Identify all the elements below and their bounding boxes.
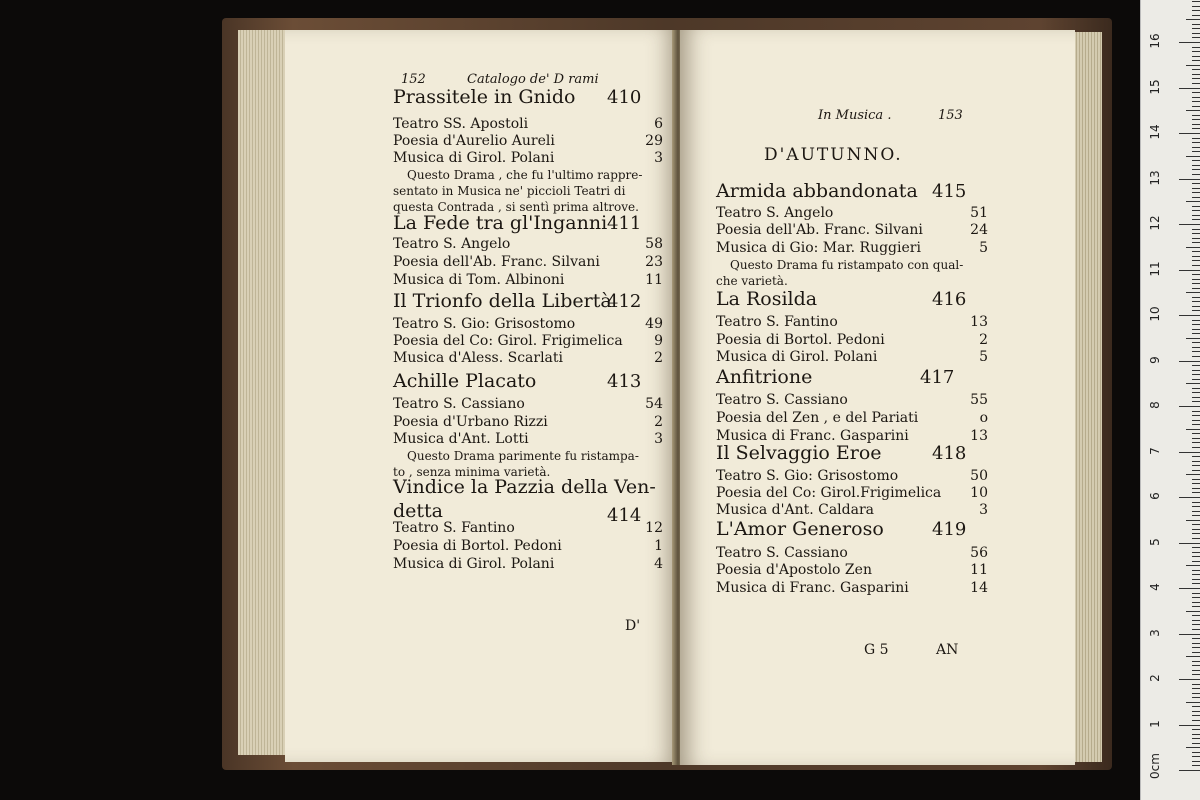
ruler-tick — [1192, 524, 1200, 525]
entry-note: Questo Drama fu ristampato con qual- che varietà. — [716, 258, 964, 288]
ruler-tick — [1192, 370, 1200, 371]
ruler-label: 14 — [1148, 124, 1162, 140]
entry-detail-number: 55 — [970, 392, 988, 408]
ruler-tick — [1192, 661, 1200, 662]
ruler-tick — [1192, 206, 1200, 207]
entry-detail-line: Musica di Girol. Polani — [716, 349, 878, 365]
entry-number: 411 — [607, 213, 642, 234]
ruler-tick — [1192, 297, 1200, 298]
ruler-tick — [1186, 19, 1200, 20]
entry-detail-line: Teatro S. Fantino — [716, 314, 838, 330]
entry-detail-number: 54 — [645, 396, 663, 412]
ruler-tick — [1192, 24, 1200, 25]
ruler-tick — [1192, 492, 1200, 493]
ruler-label: 3 — [1148, 628, 1162, 637]
ruler-tick — [1192, 547, 1200, 548]
ruler-tick — [1192, 138, 1200, 139]
entry-title: Vindice la Pazzia della Ven- — [393, 476, 656, 498]
ruler-tick — [1192, 424, 1200, 425]
entry-title: Armida abbandonata — [716, 180, 918, 202]
ruler-tick — [1192, 765, 1200, 766]
ruler-tick — [1192, 347, 1200, 348]
ruler-tick — [1186, 474, 1200, 475]
ruler-tick — [1192, 210, 1200, 211]
ruler-tick — [1192, 743, 1200, 744]
ruler-tick — [1192, 379, 1200, 380]
ruler-tick — [1192, 606, 1200, 607]
ruler-tick — [1192, 160, 1200, 161]
entry-detail-line: Poesia del Co: Girol.Frigimelica — [716, 485, 942, 501]
ruler-tick — [1192, 306, 1200, 307]
ruler-tick — [1192, 37, 1200, 38]
ruler-tick — [1192, 142, 1200, 143]
ruler-tick — [1192, 401, 1200, 402]
ruler-tick — [1179, 88, 1200, 89]
ruler-tick — [1192, 324, 1200, 325]
entry-number: 412 — [607, 291, 642, 312]
entry-detail-number: 3 — [654, 150, 663, 166]
ruler-tick — [1192, 51, 1200, 52]
ruler-tick — [1192, 597, 1200, 598]
ruler-tick — [1192, 365, 1200, 366]
running-head: In Musica . — [818, 108, 892, 123]
ruler-label: 1 — [1148, 719, 1162, 728]
entry-detail-line: Poesia del Co: Girol. Frigimelica — [393, 333, 623, 349]
ruler-label: 13 — [1148, 169, 1162, 186]
ruler-tick — [1186, 338, 1200, 339]
entry-number: 416 — [932, 289, 967, 310]
ruler-tick — [1192, 420, 1200, 421]
entry-detail-number: 13 — [970, 428, 988, 444]
ruler-tick — [1179, 270, 1200, 271]
ruler-tick — [1192, 483, 1200, 484]
entry-detail-line: Musica d'Aless. Scarlati — [393, 350, 564, 366]
ruler-tick — [1186, 383, 1200, 384]
ruler-tick — [1192, 752, 1200, 753]
entry-detail-number: 56 — [970, 545, 988, 561]
ruler-tick — [1192, 279, 1200, 280]
entry-detail-line: Poesia di Bortol. Pedoni — [393, 538, 562, 554]
entry-detail-number: 2 — [654, 414, 663, 430]
ruler-tick — [1192, 392, 1200, 393]
ruler-tick — [1192, 438, 1200, 439]
ruler-tick — [1192, 583, 1200, 584]
ruler-tick — [1192, 693, 1200, 694]
ruler-tick — [1192, 615, 1200, 616]
ruler-tick — [1192, 442, 1200, 443]
page-number: 153 — [938, 108, 963, 123]
entry-detail-line: Musica di Gio: Mar. Ruggieri — [716, 240, 921, 256]
ruler-tick — [1186, 110, 1200, 111]
ruler-tick — [1192, 233, 1200, 234]
ruler-tick — [1192, 433, 1200, 434]
ruler-tick — [1192, 579, 1200, 580]
ruler-tick — [1179, 406, 1200, 407]
ruler-tick — [1192, 69, 1200, 70]
entry-note: Questo Drama , che fu l'ultimo rappre- sentato in Musica ne' piccioli Teatri di questa Contrada , si sentì prima altrove. — [393, 168, 643, 214]
ruler-tick — [1192, 638, 1200, 639]
ruler-tick — [1192, 128, 1200, 129]
ruler-tick — [1179, 42, 1200, 43]
entry-detail-line: Poesia d'Aurelio Aureli — [393, 133, 555, 149]
ruler-tick — [1192, 738, 1200, 739]
page-edges-left — [238, 30, 290, 755]
ruler-tick — [1192, 533, 1200, 534]
ruler-tick — [1179, 452, 1200, 453]
ruler-tick — [1192, 511, 1200, 512]
ruler-tick — [1192, 506, 1200, 507]
ruler-tick — [1179, 725, 1200, 726]
ruler-tick — [1192, 215, 1200, 216]
entry-title: L'Amor Generoso — [716, 518, 884, 540]
entry-detail-number: 3 — [979, 502, 988, 518]
ruler-label: 8 — [1148, 401, 1162, 409]
ruler-tick — [1192, 674, 1200, 675]
ruler-tick — [1192, 624, 1200, 625]
entry-number: 410 — [607, 87, 642, 108]
ruler-tick — [1192, 465, 1200, 466]
ruler-tick — [1192, 756, 1200, 757]
entry-title: Anfitrione — [716, 366, 813, 388]
entry-detail-line: Teatro S. Cassiano — [716, 392, 848, 408]
entry-detail-line: Poesia dell'Ab. Franc. Silvani — [393, 254, 600, 270]
entry-title: La Fede tra gl'Inganni — [393, 212, 608, 234]
ruler-tick — [1179, 133, 1200, 134]
ruler-tick — [1192, 665, 1200, 666]
ruler-tick — [1179, 315, 1200, 316]
ruler-tick — [1186, 611, 1200, 612]
entry-detail-line: Musica di Tom. Albinoni — [393, 272, 565, 288]
ruler-tick — [1192, 265, 1200, 266]
ruler-tick — [1192, 647, 1200, 648]
entry-detail-line: Teatro S. Angelo — [716, 205, 834, 221]
ruler-tick — [1186, 156, 1200, 157]
entry-number: 415 — [932, 181, 967, 202]
ruler-tick — [1179, 679, 1200, 680]
ruler-tick — [1192, 706, 1200, 707]
ruler-tick — [1179, 361, 1200, 362]
ruler-tick — [1192, 529, 1200, 530]
entry-title: Achille Placato — [393, 370, 537, 392]
entry-detail-number: 11 — [970, 562, 988, 578]
left-page — [285, 30, 677, 762]
entry-detail-number: 2 — [654, 350, 663, 366]
ruler-tick — [1192, 411, 1200, 412]
ruler-label: 10 — [1148, 306, 1162, 322]
ruler-label: 2 — [1148, 674, 1162, 682]
ruler-tick — [1192, 715, 1200, 716]
ruler-tick — [1186, 565, 1200, 566]
ruler-tick — [1186, 429, 1200, 430]
ruler-tick — [1192, 697, 1200, 698]
entry-detail-number: 13 — [970, 314, 988, 330]
entry-detail-number: 58 — [645, 236, 663, 252]
entry-number: 418 — [932, 443, 967, 464]
entry-detail-line: Musica di Girol. Polani — [393, 556, 555, 572]
ruler-tick — [1192, 310, 1200, 311]
ruler-tick — [1179, 634, 1200, 635]
ruler-tick — [1192, 251, 1200, 252]
ruler-tick — [1192, 74, 1200, 75]
ruler-tick — [1192, 47, 1200, 48]
ruler-tick — [1179, 224, 1200, 225]
ruler-tick — [1192, 60, 1200, 61]
entry-detail-number: 12 — [645, 520, 663, 536]
entry-detail-number: 11 — [645, 272, 663, 288]
ruler-tick — [1192, 761, 1200, 762]
ruler-tick — [1192, 374, 1200, 375]
ruler-tick — [1192, 288, 1200, 289]
ruler-tick — [1192, 502, 1200, 503]
entry-detail-number: 3 — [654, 431, 663, 447]
ruler-tick — [1192, 183, 1200, 184]
ruler-tick — [1192, 188, 1200, 189]
ruler-tick — [1192, 333, 1200, 334]
entry-detail-number: 4 — [654, 556, 663, 572]
ruler-label: 9 — [1148, 355, 1162, 364]
entry-number: 419 — [932, 519, 967, 540]
ruler-tick — [1192, 192, 1200, 193]
ruler-tick — [1192, 447, 1200, 448]
ruler-tick — [1179, 179, 1200, 180]
ruler-tick — [1192, 256, 1200, 257]
ruler-tick — [1192, 329, 1200, 330]
entry-detail-number: 24 — [970, 222, 988, 238]
ruler-tick — [1192, 169, 1200, 170]
entry-detail-number: 23 — [645, 254, 663, 270]
entry-detail-line: Teatro S. Fantino — [393, 520, 515, 536]
ruler-tick — [1192, 620, 1200, 621]
entry-detail-line: Teatro S. Gio: Grisostomo — [393, 316, 576, 332]
entry-detail-line: Poesia del Zen , e del Pariati — [716, 410, 919, 426]
catchword: AN — [936, 642, 959, 658]
ruler-tick — [1192, 470, 1200, 471]
entry-detail-number: 51 — [970, 205, 988, 221]
ruler-tick — [1192, 351, 1200, 352]
ruler-tick — [1186, 656, 1200, 657]
page-number: 152 — [401, 72, 426, 87]
ruler-tick — [1192, 260, 1200, 261]
entry-detail-number: 29 — [645, 133, 663, 149]
ruler-tick — [1192, 106, 1200, 107]
ruler-tick — [1192, 119, 1200, 120]
ruler-tick — [1192, 652, 1200, 653]
entry-detail-line: Poesia di Bortol. Pedoni — [716, 332, 885, 348]
ruler-tick — [1179, 770, 1200, 771]
ruler-tick — [1192, 78, 1200, 79]
entry-detail-line: Poesia d'Apostolo Zen — [716, 562, 872, 578]
entry-detail-number: 5 — [979, 349, 988, 365]
entry-detail-line: Musica d'Ant. Lotti — [393, 431, 529, 447]
ruler-tick — [1192, 602, 1200, 603]
entry-title: La Rosilda — [716, 288, 818, 310]
ruler-tick — [1192, 688, 1200, 689]
entry-detail-line: Teatro SS. Apostoli — [393, 116, 529, 132]
entry-detail-line: Teatro S. Gio: Grisostomo — [716, 468, 899, 484]
ruler-tick — [1186, 65, 1200, 66]
right-page — [680, 30, 1075, 765]
ruler-tick — [1186, 520, 1200, 521]
entry-title: Il Selvaggio Eroe — [716, 442, 882, 464]
ruler-tick — [1192, 83, 1200, 84]
ruler-tick — [1192, 174, 1200, 175]
entry-detail-line: Teatro S. Cassiano — [393, 396, 525, 412]
entry-detail-number: 5 — [979, 240, 988, 256]
ruler-tick — [1192, 320, 1200, 321]
entry-detail-line: Poesia d'Urbano Rizzi — [393, 414, 548, 430]
ruler-tick — [1192, 684, 1200, 685]
ruler-tick — [1192, 124, 1200, 125]
ruler-tick — [1192, 242, 1200, 243]
ruler-tick — [1192, 515, 1200, 516]
ruler-tick — [1192, 1, 1200, 2]
entry-detail-number: o — [979, 410, 988, 426]
ruler-tick — [1192, 28, 1200, 29]
entry-number: 414 — [607, 505, 642, 526]
ruler-tick — [1192, 643, 1200, 644]
entry-detail-number: 50 — [970, 468, 988, 484]
ruler-tick — [1192, 552, 1200, 553]
ruler-tick — [1186, 702, 1200, 703]
ruler-tick — [1192, 570, 1200, 571]
entry-detail-line: Musica di Franc. Gasparini — [716, 580, 909, 596]
entry-detail-line: Teatro S. Angelo — [393, 236, 511, 252]
ruler-tick — [1192, 670, 1200, 671]
catchword: D' — [625, 618, 641, 634]
ruler-tick — [1192, 456, 1200, 457]
ruler-label: 4 — [1148, 583, 1162, 591]
ruler-tick — [1192, 283, 1200, 284]
ruler-tick — [1192, 165, 1200, 166]
entry-number: 417 — [920, 367, 955, 388]
entry-detail-line: Musica di Franc. Gasparini — [716, 428, 909, 444]
entry-detail-number: 2 — [979, 332, 988, 348]
entry-detail-number: 10 — [970, 485, 988, 501]
entry-detail-number: 14 — [970, 580, 988, 596]
ruler-label: 0cm — [1148, 753, 1162, 779]
ruler-tick — [1192, 629, 1200, 630]
ruler-tick — [1192, 15, 1200, 16]
ruler-tick — [1192, 729, 1200, 730]
ruler-tick — [1192, 711, 1200, 712]
ruler-tick — [1192, 229, 1200, 230]
ruler-tick — [1192, 10, 1200, 11]
entry-detail-line: Poesia dell'Ab. Franc. Silvani — [716, 222, 923, 238]
ruler-tick — [1192, 33, 1200, 34]
ruler-tick — [1192, 720, 1200, 721]
entry-title: Il Trionfo della Libertà — [393, 290, 612, 312]
ruler-tick — [1192, 561, 1200, 562]
running-head: Catalogo de' D rami — [467, 72, 599, 87]
ruler-tick — [1192, 6, 1200, 7]
ruler-tick — [1192, 488, 1200, 489]
ruler-tick — [1192, 92, 1200, 93]
ruler-tick — [1186, 247, 1200, 248]
ruler-tick — [1192, 415, 1200, 416]
ruler-tick — [1192, 56, 1200, 57]
ruler-tick — [1192, 593, 1200, 594]
ruler-tick — [1192, 274, 1200, 275]
ruler-label: 7 — [1148, 446, 1162, 455]
ruler-label: 6 — [1148, 492, 1162, 500]
ruler-tick — [1186, 201, 1200, 202]
ruler-tick — [1192, 115, 1200, 116]
ruler-tick — [1192, 356, 1200, 357]
ruler-tick — [1192, 574, 1200, 575]
entry-note: Questo Drama parimente fu ristampa- to , senza minima varietà. — [393, 449, 639, 479]
ruler-tick — [1192, 397, 1200, 398]
ruler-tick — [1192, 388, 1200, 389]
ruler-label: 12 — [1148, 215, 1162, 231]
ruler-tick — [1192, 734, 1200, 735]
ruler-tick — [1192, 147, 1200, 148]
entry-number: 413 — [607, 371, 642, 392]
ruler-tick — [1186, 747, 1200, 748]
ruler-tick — [1192, 197, 1200, 198]
ruler-label: 5 — [1148, 537, 1162, 546]
entry-detail-number: 9 — [654, 333, 663, 349]
entry-title-continued: detta — [393, 500, 444, 522]
section-title: D'AUTUNNO. — [764, 145, 903, 165]
entry-detail-line: Musica d'Ant. Caldara — [716, 502, 874, 518]
ruler-tick — [1192, 219, 1200, 220]
ruler-tick — [1192, 342, 1200, 343]
entry-detail-number: 1 — [654, 538, 663, 554]
measurement-ruler — [1140, 0, 1200, 800]
ruler-tick — [1179, 588, 1200, 589]
ruler-tick — [1192, 301, 1200, 302]
ruler-tick — [1192, 97, 1200, 98]
ruler-tick — [1192, 461, 1200, 462]
entry-detail-number: 6 — [654, 116, 663, 132]
ruler-label: 11 — [1148, 260, 1162, 277]
ruler-tick — [1179, 543, 1200, 544]
ruler-tick — [1179, 497, 1200, 498]
ruler-tick — [1192, 479, 1200, 480]
ruler-tick — [1192, 151, 1200, 152]
ruler-tick — [1192, 556, 1200, 557]
entry-title: Prassitele in Gnido — [393, 86, 576, 108]
signature-mark: G 5 — [864, 642, 889, 658]
entry-detail-line: Teatro S. Cassiano — [716, 545, 848, 561]
ruler-label: 15 — [1148, 78, 1162, 95]
entry-detail-number: 49 — [645, 316, 663, 332]
ruler-tick — [1186, 292, 1200, 293]
ruler-label: 16 — [1148, 33, 1162, 49]
entry-detail-line: Musica di Girol. Polani — [393, 150, 555, 166]
ruler-tick — [1192, 538, 1200, 539]
ruler-tick — [1192, 101, 1200, 102]
ruler-tick — [1192, 238, 1200, 239]
